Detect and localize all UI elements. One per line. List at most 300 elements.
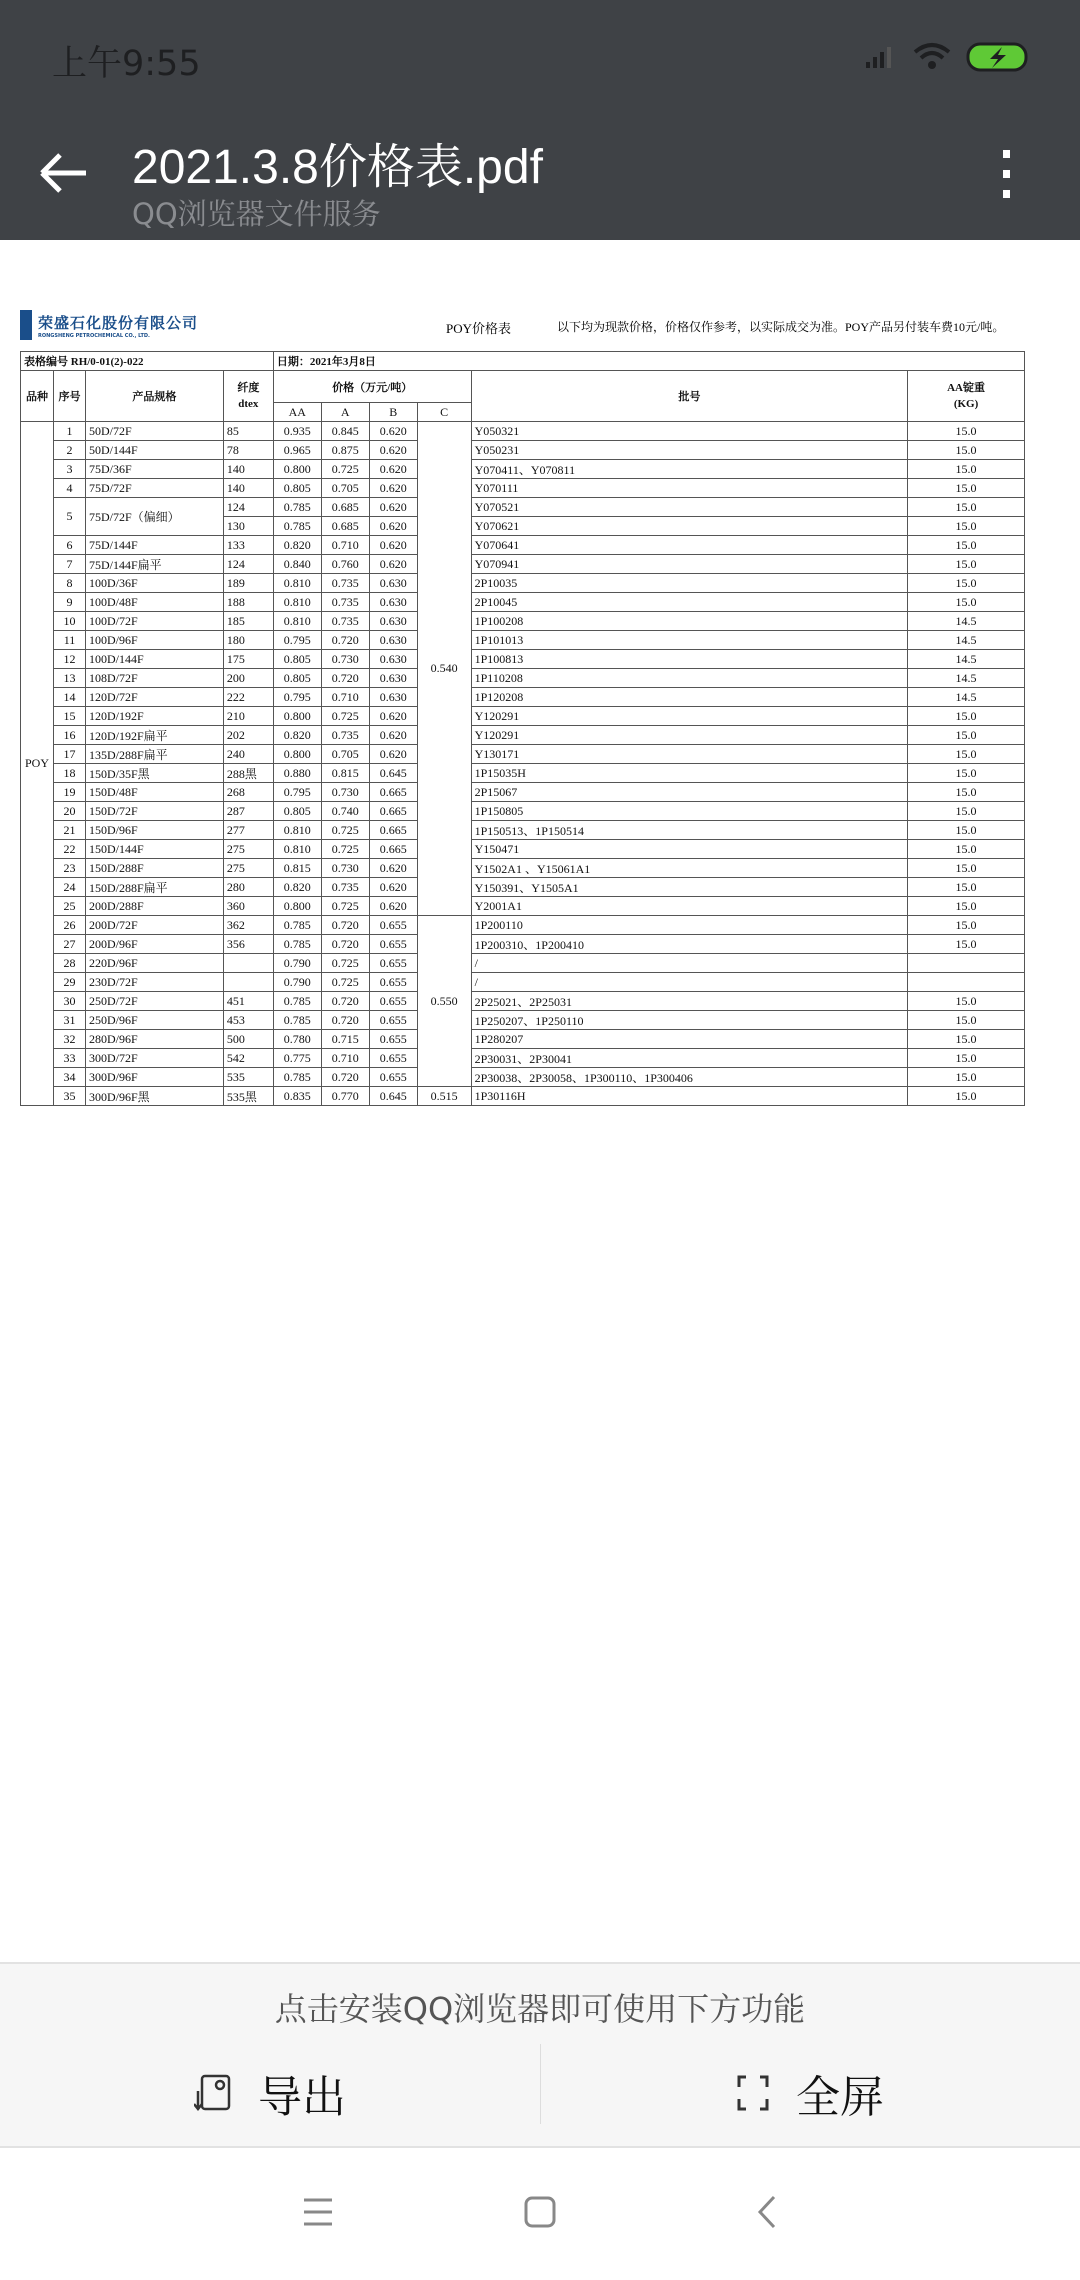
row-number: 19 bbox=[53, 783, 85, 802]
header-dtex: 纤度 dtex bbox=[223, 371, 273, 422]
batch-number: Y070521 bbox=[471, 498, 907, 517]
product-spec: 120D/72F bbox=[85, 688, 223, 707]
price-b: 0.620 bbox=[369, 555, 417, 574]
price-aa: 0.780 bbox=[273, 1030, 321, 1049]
document-note: 以下均为现款价格，价格仅作参考，以实际成交为准。POY产品另付装车费10元/吨。 bbox=[557, 320, 1005, 334]
batch-number: 1P200310、1P200410 bbox=[471, 935, 907, 954]
batch-number: 2P30038、2P30058、1P300110、1P300406 bbox=[471, 1068, 907, 1087]
aa-weight: 15.0 bbox=[908, 897, 1025, 916]
price-aa: 0.785 bbox=[273, 916, 321, 935]
price-aa: 0.820 bbox=[273, 726, 321, 745]
batch-number: Y150471 bbox=[471, 840, 907, 859]
price-b: 0.620 bbox=[369, 859, 417, 878]
header-grade-b: B bbox=[369, 403, 417, 422]
aa-weight: 15.0 bbox=[908, 517, 1025, 536]
product-spec: 120D/192F bbox=[85, 707, 223, 726]
price-b: 0.620 bbox=[369, 479, 417, 498]
row-number: 3 bbox=[53, 460, 85, 479]
batch-number: 1P200110 bbox=[471, 916, 907, 935]
batch-number: 2P15067 bbox=[471, 783, 907, 802]
product-spec: 150D/288F bbox=[85, 859, 223, 878]
price-b: 0.665 bbox=[369, 840, 417, 859]
table-row bbox=[21, 555, 1025, 574]
price-b: 0.655 bbox=[369, 1068, 417, 1087]
file-subtitle: QQ浏览器文件服务 bbox=[132, 197, 381, 231]
batch-number: 2P10045 bbox=[471, 593, 907, 612]
price-a: 0.735 bbox=[321, 574, 369, 593]
batch-number: 1P100208 bbox=[471, 612, 907, 631]
aa-weight: 15.0 bbox=[908, 422, 1025, 441]
price-b: 0.620 bbox=[369, 422, 417, 441]
product-spec: 220D/96F bbox=[85, 954, 223, 973]
aa-weight bbox=[908, 973, 1025, 992]
row-number: 26 bbox=[53, 916, 85, 935]
price-b: 0.655 bbox=[369, 954, 417, 973]
dtex-cell: 222 bbox=[223, 688, 273, 707]
batch-number: Y050231 bbox=[471, 441, 907, 460]
table-row bbox=[21, 973, 1025, 992]
price-b: 0.620 bbox=[369, 707, 417, 726]
batch-number: 1P120208 bbox=[471, 688, 907, 707]
aa-weight: 15.0 bbox=[908, 1068, 1025, 1087]
aa-weight: 15.0 bbox=[908, 1087, 1025, 1106]
company-logo bbox=[20, 310, 198, 340]
table-row bbox=[21, 441, 1025, 460]
batch-number: / bbox=[471, 973, 907, 992]
row-number: 2 bbox=[53, 441, 85, 460]
table-row bbox=[21, 935, 1025, 954]
price-aa: 0.800 bbox=[273, 707, 321, 726]
price-aa: 0.805 bbox=[273, 650, 321, 669]
table-row bbox=[21, 916, 1025, 935]
table-row bbox=[21, 650, 1025, 669]
product-spec: 108D/72F bbox=[85, 669, 223, 688]
table-row bbox=[21, 821, 1025, 840]
table-row bbox=[21, 783, 1025, 802]
dtex-cell: 130 bbox=[223, 517, 273, 536]
product-spec: 300D/96F bbox=[85, 1068, 223, 1087]
wifi-icon bbox=[912, 42, 952, 72]
price-c: 0.550 bbox=[417, 916, 471, 1087]
product-spec: 100D/36F bbox=[85, 574, 223, 593]
price-a: 0.720 bbox=[321, 916, 369, 935]
price-a: 0.770 bbox=[321, 1087, 369, 1106]
signal-icon bbox=[864, 44, 898, 70]
price-a: 0.735 bbox=[321, 612, 369, 631]
row-number: 17 bbox=[53, 745, 85, 764]
product-spec: 150D/96F bbox=[85, 821, 223, 840]
batch-number: Y070641 bbox=[471, 536, 907, 555]
batch-number: 2P25021、2P25031 bbox=[471, 992, 907, 1011]
dtex-cell: 500 bbox=[223, 1030, 273, 1049]
dtex-cell: 280 bbox=[223, 878, 273, 897]
price-a: 0.710 bbox=[321, 1049, 369, 1068]
product-spec: 50D/144F bbox=[85, 441, 223, 460]
aa-weight: 14.5 bbox=[908, 669, 1025, 688]
aa-weight: 15.0 bbox=[908, 840, 1025, 859]
price-a: 0.720 bbox=[321, 1011, 369, 1030]
dtex-cell: 185 bbox=[223, 612, 273, 631]
header-spec: 产品规格 bbox=[85, 371, 223, 422]
price-a: 0.725 bbox=[321, 460, 369, 479]
table-row bbox=[21, 859, 1025, 878]
batch-number: 1P250207、1P250110 bbox=[471, 1011, 907, 1030]
price-a: 0.725 bbox=[321, 954, 369, 973]
price-aa: 0.810 bbox=[273, 840, 321, 859]
row-number: 11 bbox=[53, 631, 85, 650]
price-b: 0.630 bbox=[369, 612, 417, 631]
install-prompt[interactable]: 点击安装QQ浏览器即可使用下方功能 bbox=[274, 1990, 806, 2028]
row-number: 20 bbox=[53, 802, 85, 821]
dtex-cell: 202 bbox=[223, 726, 273, 745]
table-row bbox=[21, 802, 1025, 821]
batch-number: 1P280207 bbox=[471, 1030, 907, 1049]
price-b: 0.645 bbox=[369, 764, 417, 783]
bottom-action-bar bbox=[0, 1962, 1080, 2148]
batch-number: 2P30031、2P30041 bbox=[471, 1049, 907, 1068]
batch-number: Y120291 bbox=[471, 707, 907, 726]
price-aa: 0.785 bbox=[273, 935, 321, 954]
table-row bbox=[21, 897, 1025, 916]
aa-weight: 15.0 bbox=[908, 1011, 1025, 1030]
price-aa: 0.880 bbox=[273, 764, 321, 783]
fullscreen-button[interactable] bbox=[540, 2056, 1080, 2130]
price-b: 0.655 bbox=[369, 992, 417, 1011]
batch-number: 1P101013 bbox=[471, 631, 907, 650]
price-a: 0.720 bbox=[321, 669, 369, 688]
product-spec: 100D/72F bbox=[85, 612, 223, 631]
header-grade-c: C bbox=[417, 403, 471, 422]
product-spec: 200D/72F bbox=[85, 916, 223, 935]
export-icon bbox=[194, 2073, 232, 2113]
dtex-cell: 287 bbox=[223, 802, 273, 821]
product-spec: 150D/288F扁平 bbox=[85, 878, 223, 897]
row-number: 13 bbox=[53, 669, 85, 688]
aa-weight: 15.0 bbox=[908, 935, 1025, 954]
table-row bbox=[21, 1068, 1025, 1087]
price-a: 0.710 bbox=[321, 688, 369, 707]
product-spec: 150D/144F bbox=[85, 840, 223, 859]
dtex-cell: 288黑 bbox=[223, 764, 273, 783]
back-icon[interactable] bbox=[756, 2195, 778, 2229]
header-weight: AA锭重 (KG) bbox=[908, 371, 1025, 422]
dtex-cell: 133 bbox=[223, 536, 273, 555]
table-row bbox=[21, 707, 1025, 726]
price-a: 0.815 bbox=[321, 764, 369, 783]
row-number: 34 bbox=[53, 1068, 85, 1087]
export-button[interactable] bbox=[0, 2056, 540, 2130]
price-a: 0.720 bbox=[321, 935, 369, 954]
table-row bbox=[21, 593, 1025, 612]
row-number: 9 bbox=[53, 593, 85, 612]
product-spec: 280D/96F bbox=[85, 1030, 223, 1049]
price-aa: 0.795 bbox=[273, 783, 321, 802]
aa-weight: 15.0 bbox=[908, 707, 1025, 726]
price-a: 0.875 bbox=[321, 441, 369, 460]
dtex-cell: 140 bbox=[223, 460, 273, 479]
price-a: 0.725 bbox=[321, 897, 369, 916]
price-aa: 0.790 bbox=[273, 954, 321, 973]
batch-number: 1P150513、1P150514 bbox=[471, 821, 907, 840]
product-spec: 200D/288F bbox=[85, 897, 223, 916]
row-number: 22 bbox=[53, 840, 85, 859]
price-a: 0.720 bbox=[321, 631, 369, 650]
price-aa: 0.805 bbox=[273, 479, 321, 498]
price-aa: 0.810 bbox=[273, 612, 321, 631]
price-a: 0.715 bbox=[321, 1030, 369, 1049]
price-aa: 0.965 bbox=[273, 441, 321, 460]
table-row bbox=[21, 498, 1025, 517]
row-number: 24 bbox=[53, 878, 85, 897]
table-row bbox=[21, 1049, 1025, 1068]
price-a: 0.725 bbox=[321, 821, 369, 840]
price-aa: 0.795 bbox=[273, 631, 321, 650]
row-number: 21 bbox=[53, 821, 85, 840]
price-b: 0.655 bbox=[369, 1011, 417, 1030]
price-a: 0.725 bbox=[321, 707, 369, 726]
table-row bbox=[21, 669, 1025, 688]
price-a: 0.685 bbox=[321, 517, 369, 536]
more-options-icon[interactable] bbox=[1003, 150, 1011, 198]
export-label: 导出 bbox=[258, 2072, 346, 2123]
dtex-cell: 453 bbox=[223, 1011, 273, 1030]
table-row bbox=[21, 612, 1025, 631]
header-batch: 批号 bbox=[471, 371, 907, 422]
row-number: 4 bbox=[53, 479, 85, 498]
dtex-cell: 180 bbox=[223, 631, 273, 650]
table-row bbox=[21, 726, 1025, 745]
price-a: 0.735 bbox=[321, 878, 369, 897]
header-grade-aa: AA bbox=[273, 403, 321, 422]
batch-number: Y070411、Y070811 bbox=[471, 460, 907, 479]
home-icon[interactable] bbox=[523, 2195, 557, 2229]
batch-number: 1P150805 bbox=[471, 802, 907, 821]
batch-number: Y150391、Y1505A1 bbox=[471, 878, 907, 897]
batch-number: Y1502A1 、Y15061A1 bbox=[471, 859, 907, 878]
batch-number: Y070621 bbox=[471, 517, 907, 536]
row-number: 29 bbox=[53, 973, 85, 992]
price-b: 0.655 bbox=[369, 935, 417, 954]
row-number: 28 bbox=[53, 954, 85, 973]
price-aa: 0.790 bbox=[273, 973, 321, 992]
price-b: 0.620 bbox=[369, 517, 417, 536]
batch-number: Y130171 bbox=[471, 745, 907, 764]
table-row bbox=[21, 954, 1025, 973]
price-b: 0.620 bbox=[369, 745, 417, 764]
batch-number: / bbox=[471, 954, 907, 973]
price-b: 0.665 bbox=[369, 821, 417, 840]
aa-weight: 15.0 bbox=[908, 1049, 1025, 1068]
dtex-cell: 188 bbox=[223, 593, 273, 612]
aa-weight: 15.0 bbox=[908, 593, 1025, 612]
price-a: 0.705 bbox=[321, 745, 369, 764]
price-aa: 0.800 bbox=[273, 745, 321, 764]
price-b: 0.620 bbox=[369, 498, 417, 517]
company-name-en: RONGSHENG PETROCHEMICAL CO., LTD. bbox=[38, 332, 150, 339]
row-number: 25 bbox=[53, 897, 85, 916]
table-row bbox=[21, 422, 1025, 441]
price-b: 0.620 bbox=[369, 536, 417, 555]
row-number: 18 bbox=[53, 764, 85, 783]
row-number: 35 bbox=[53, 1087, 85, 1106]
price-a: 0.725 bbox=[321, 973, 369, 992]
price-c: 0.515 bbox=[417, 1087, 471, 1106]
row-number: 14 bbox=[53, 688, 85, 707]
aa-weight: 15.0 bbox=[908, 726, 1025, 745]
price-b: 0.665 bbox=[369, 783, 417, 802]
product-spec: 100D/144F bbox=[85, 650, 223, 669]
app-header bbox=[0, 0, 1080, 240]
price-aa: 0.810 bbox=[273, 821, 321, 840]
table-row bbox=[21, 574, 1025, 593]
price-a: 0.730 bbox=[321, 650, 369, 669]
row-number: 32 bbox=[53, 1030, 85, 1049]
price-b: 0.620 bbox=[369, 441, 417, 460]
dtex-cell: 268 bbox=[223, 783, 273, 802]
price-b: 0.620 bbox=[369, 878, 417, 897]
product-spec: 300D/72F bbox=[85, 1049, 223, 1068]
price-b: 0.655 bbox=[369, 1049, 417, 1068]
dtex-cell: 542 bbox=[223, 1049, 273, 1068]
product-spec: 75D/144F bbox=[85, 536, 223, 555]
row-number: 7 bbox=[53, 555, 85, 574]
aa-weight: 15.0 bbox=[908, 460, 1025, 479]
dtex-cell: 240 bbox=[223, 745, 273, 764]
row-number: 31 bbox=[53, 1011, 85, 1030]
price-a: 0.735 bbox=[321, 593, 369, 612]
price-b: 0.620 bbox=[369, 460, 417, 479]
header-price: 价格（万元/吨） bbox=[273, 371, 471, 403]
price-aa: 0.805 bbox=[273, 802, 321, 821]
dtex-cell: 124 bbox=[223, 555, 273, 574]
back-arrow-icon[interactable] bbox=[38, 150, 90, 196]
batch-number: Y070111 bbox=[471, 479, 907, 498]
dtex-cell: 275 bbox=[223, 859, 273, 878]
product-spec: 135D/288F扁平 bbox=[85, 745, 223, 764]
product-spec: 250D/96F bbox=[85, 1011, 223, 1030]
dtex-cell bbox=[223, 973, 273, 992]
status-time: 上午9:55 bbox=[52, 44, 201, 84]
aa-weight: 15.0 bbox=[908, 859, 1025, 878]
product-spec: 100D/96F bbox=[85, 631, 223, 650]
price-b: 0.630 bbox=[369, 593, 417, 612]
dtex-cell: 78 bbox=[223, 441, 273, 460]
aa-weight: 15.0 bbox=[908, 916, 1025, 935]
product-spec: 120D/192F扁平 bbox=[85, 726, 223, 745]
price-aa: 0.805 bbox=[273, 669, 321, 688]
price-aa: 0.810 bbox=[273, 574, 321, 593]
aa-weight: 15.0 bbox=[908, 783, 1025, 802]
price-b: 0.630 bbox=[369, 688, 417, 707]
header-no: 序号 bbox=[53, 371, 85, 422]
dtex-cell: 535黑 bbox=[223, 1087, 273, 1106]
fullscreen-icon bbox=[736, 2075, 770, 2111]
price-a: 0.760 bbox=[321, 555, 369, 574]
price-b: 0.655 bbox=[369, 973, 417, 992]
dtex-cell: 362 bbox=[223, 916, 273, 935]
dtex-cell: 451 bbox=[223, 992, 273, 1011]
table-row bbox=[21, 631, 1025, 650]
price-aa: 0.935 bbox=[273, 422, 321, 441]
table-row bbox=[21, 460, 1025, 479]
dtex-cell: 85 bbox=[223, 422, 273, 441]
batch-number: 1P15035H bbox=[471, 764, 907, 783]
price-aa: 0.810 bbox=[273, 593, 321, 612]
price-aa: 0.785 bbox=[273, 992, 321, 1011]
variety-cell: POY bbox=[21, 422, 54, 1106]
header-variety: 品种 bbox=[21, 371, 54, 422]
product-spec: 75D/72F bbox=[85, 479, 223, 498]
table-row bbox=[21, 878, 1025, 897]
price-b: 0.620 bbox=[369, 726, 417, 745]
price-b: 0.655 bbox=[369, 1030, 417, 1049]
dtex-cell: 140 bbox=[223, 479, 273, 498]
price-b: 0.630 bbox=[369, 650, 417, 669]
menu-icon[interactable] bbox=[302, 2197, 334, 2227]
price-aa: 0.785 bbox=[273, 1068, 321, 1087]
price-aa: 0.800 bbox=[273, 460, 321, 479]
price-b: 0.630 bbox=[369, 631, 417, 650]
table-row bbox=[21, 745, 1025, 764]
row-number: 16 bbox=[53, 726, 85, 745]
aa-weight: 15.0 bbox=[908, 878, 1025, 897]
price-b: 0.655 bbox=[369, 916, 417, 935]
product-spec: 100D/48F bbox=[85, 593, 223, 612]
table-row bbox=[21, 536, 1025, 555]
status-icons bbox=[864, 42, 1032, 72]
price-a: 0.725 bbox=[321, 840, 369, 859]
system-nav-bar bbox=[0, 2150, 1080, 2280]
batch-number: 1P100813 bbox=[471, 650, 907, 669]
aa-weight: 15.0 bbox=[908, 992, 1025, 1011]
table-row bbox=[21, 764, 1025, 783]
price-aa: 0.795 bbox=[273, 688, 321, 707]
product-spec: 75D/72F（偏细） bbox=[85, 498, 223, 536]
document-date: 日期：2021年3月8日 bbox=[273, 352, 1024, 371]
row-number: 6 bbox=[53, 536, 85, 555]
aa-weight: 14.5 bbox=[908, 688, 1025, 707]
price-aa: 0.785 bbox=[273, 498, 321, 517]
price-aa: 0.775 bbox=[273, 1049, 321, 1068]
aa-weight: 15.0 bbox=[908, 479, 1025, 498]
product-spec: 150D/35F黑 bbox=[85, 764, 223, 783]
product-spec: 300D/96F黑 bbox=[85, 1087, 223, 1106]
product-spec: 150D/48F bbox=[85, 783, 223, 802]
aa-weight bbox=[908, 954, 1025, 973]
price-aa: 0.840 bbox=[273, 555, 321, 574]
dtex-cell: 189 bbox=[223, 574, 273, 593]
aa-weight: 15.0 bbox=[908, 536, 1025, 555]
aa-weight: 14.5 bbox=[908, 612, 1025, 631]
aa-weight: 15.0 bbox=[908, 441, 1025, 460]
price-a: 0.735 bbox=[321, 726, 369, 745]
batch-number: 1P110208 bbox=[471, 669, 907, 688]
aa-weight: 15.0 bbox=[908, 802, 1025, 821]
dtex-cell: 124 bbox=[223, 498, 273, 517]
row-number: 33 bbox=[53, 1049, 85, 1068]
price-aa: 0.785 bbox=[273, 1011, 321, 1030]
product-spec: 200D/96F bbox=[85, 935, 223, 954]
price-a: 0.730 bbox=[321, 783, 369, 802]
price-aa: 0.815 bbox=[273, 859, 321, 878]
price-aa: 0.835 bbox=[273, 1087, 321, 1106]
aa-weight: 15.0 bbox=[908, 574, 1025, 593]
price-a: 0.720 bbox=[321, 992, 369, 1011]
aa-weight: 15.0 bbox=[908, 555, 1025, 574]
price-b: 0.620 bbox=[369, 897, 417, 916]
company-name-cn: 荣盛石化股份有限公司 bbox=[38, 313, 199, 332]
dtex-cell bbox=[223, 954, 273, 973]
